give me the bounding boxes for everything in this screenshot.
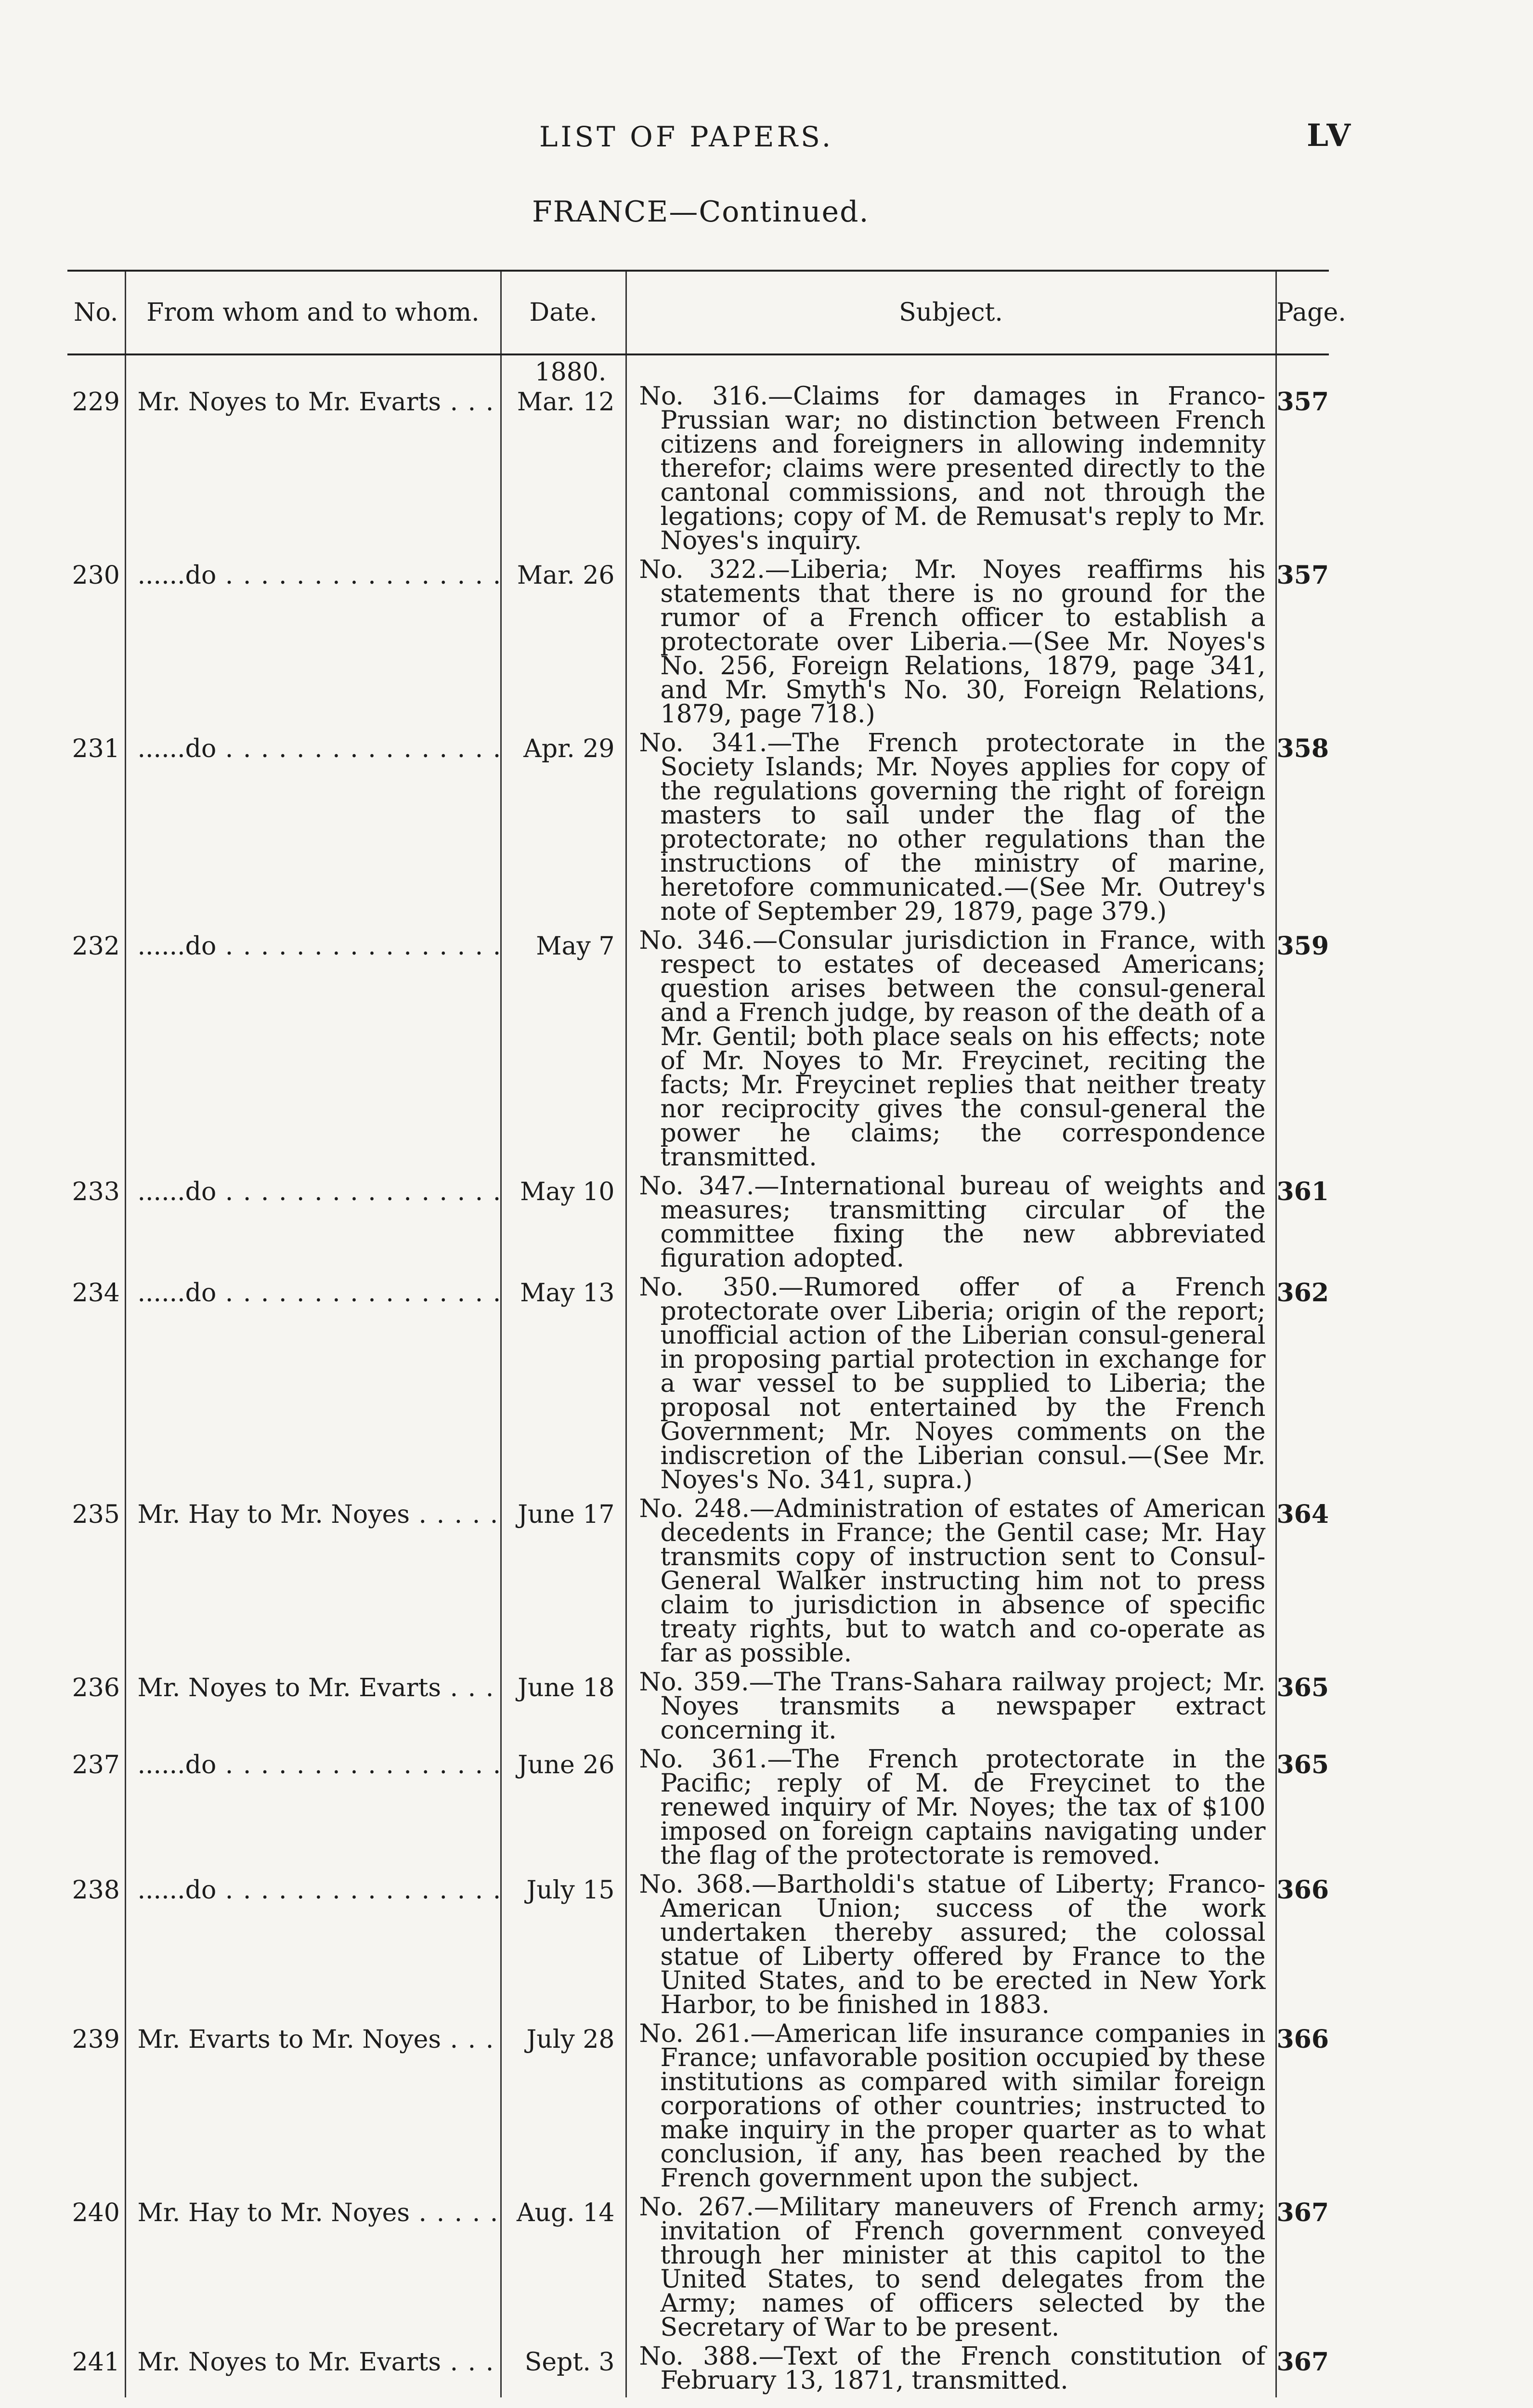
row-page [1276, 1747, 1329, 1868]
table-header-row [67, 271, 1329, 354]
papers-table [67, 270, 1346, 2397]
row-number-text: 229 [72, 388, 120, 417]
row-subject [626, 1172, 1276, 1273]
row-date [501, 558, 626, 726]
row-number-text: 240 [72, 2199, 120, 2227]
row-page-text: 366 [1276, 2025, 1329, 2054]
row-number [67, 558, 125, 726]
row-correspondents [125, 2195, 501, 2340]
table-row [67, 2195, 1329, 2340]
row-subject-text: No. 388.—Text of the French constitution of February 13, 1871, transmitted. [639, 2342, 1266, 2395]
row-correspondents-text: Mr. Noyes to Mr. Evarts . . . [138, 1674, 501, 1702]
row-subject-text: No. 346.—Consular jurisdiction in France, with respect to estates of deceased Americans; question arises between the consul-general and a French judge, by reason of the death of a Mr. Gentil; both place seals on his effects; note of Mr. Noyes to Mr. Freycinet, reciting the facts; Mr. Freycinet replies that neither treaty nor reciprocity gives the consul-general the power he claims; the correspondence transmitted. [639, 926, 1266, 1172]
row-page-text: 367 [1276, 2347, 1329, 2377]
row-date [501, 1174, 626, 1270]
row-correspondents [125, 558, 501, 726]
row-date-text: July 28 [526, 2025, 615, 2054]
row-number-text: 241 [72, 2348, 120, 2377]
row-date-text: July 15 [526, 1876, 615, 1905]
row-subject-text: No. 316.—Claims for damages in Franco-Prussian war; no distinction between French citizens and foreigners in allowing indemnity therefor; claims were presented directly to the cantonal commissions, and not through the legations; copy of M. de Remusat's reply to Mr. Noyes's inquiry. [639, 382, 1266, 555]
table-row [67, 1872, 1329, 2017]
row-subject [626, 1275, 1276, 1492]
row-date-text: May 13 [520, 1279, 615, 1308]
row-number-text: 234 [72, 1279, 120, 1308]
row-page [1276, 1275, 1329, 1492]
row-date-text: Mar. 26 [517, 561, 615, 590]
row-subject [626, 555, 1276, 729]
row-correspondents [125, 2022, 501, 2190]
row-subject [626, 1494, 1276, 1668]
row-subject-text: No. 368.—Bartholdi's statue of Liberty; Franco-American Union; success of the work undertaken thereby assured; the colossal statue of Liberty offered by France to the United States, and to be erected in New York Harbor, to be finished in 1883. [639, 1870, 1266, 2019]
table-row [67, 384, 1329, 553]
row-correspondents-text: ......do . . . [138, 1751, 501, 1780]
row-date [501, 384, 626, 553]
running-head [0, 120, 1533, 164]
row-page [1276, 1872, 1329, 2017]
row-date [501, 2022, 626, 2190]
row-subject [626, 384, 1276, 553]
row-page [1276, 929, 1329, 1169]
row-correspondents [125, 384, 501, 553]
column-header-no: No. [67, 271, 125, 354]
row-number [67, 1497, 125, 1665]
row-date [501, 2344, 626, 2393]
row-page [1276, 2344, 1329, 2393]
row-number-text: 230 [72, 561, 120, 590]
column-header-page: Page. [1276, 271, 1329, 354]
row-subject [626, 926, 1276, 1172]
row-number [67, 1670, 125, 1742]
row-number [67, 1872, 125, 2017]
row-correspondents-text: ......do . . . [138, 1876, 501, 1905]
row-correspondents [125, 2344, 501, 2393]
row-date [501, 1747, 626, 1868]
row-number [67, 2195, 125, 2340]
row-number-text: 238 [72, 1876, 120, 1905]
row-page [1276, 1670, 1329, 1742]
row-subject [626, 1872, 1276, 2017]
table-row [67, 929, 1329, 1169]
row-correspondents-text: Mr. Hay to Mr. Noyes . . . [138, 1500, 501, 1529]
row-correspondents [125, 1497, 501, 1665]
row-number-text: 231 [72, 734, 120, 763]
row-number [67, 929, 125, 1169]
row-page-text: 367 [1276, 2198, 1329, 2227]
row-date-text: June 18 [518, 1674, 615, 1702]
row-number [67, 731, 125, 924]
row-number [67, 384, 125, 553]
row-correspondents-text: Mr. Noyes to Mr. Evarts . . . [138, 2348, 501, 2377]
row-correspondents-text: Mr. Hay to Mr. Noyes . . . [138, 2199, 501, 2227]
row-number-text: 233 [72, 1178, 120, 1206]
row-number-text: 237 [72, 1751, 120, 1780]
row-date [501, 1497, 626, 1665]
table-row [67, 2344, 1329, 2393]
row-correspondents-text: ......do . . . [138, 734, 501, 763]
row-date-text: Sept. 3 [524, 2348, 615, 2377]
row-page [1276, 731, 1329, 924]
row-correspondents [125, 1872, 501, 2017]
row-date-text: Apr. 29 [523, 734, 615, 763]
row-number-text: 236 [72, 1674, 120, 1702]
list-title: LIST OF PAPERS. [539, 120, 834, 153]
row-subject [626, 1747, 1276, 1868]
row-page [1276, 2195, 1329, 2340]
row-correspondents-text: Mr. Evarts to Mr. Noyes . . . [138, 2025, 501, 2054]
row-number-text: 239 [72, 2025, 120, 2054]
row-number [67, 1275, 125, 1492]
row-subject-text: No. 347.—International bureau of weights and measures; transmitting circular of the committee fixing the new abbreviated figuration adopted. [639, 1172, 1266, 1273]
row-page-text: 358 [1276, 734, 1329, 763]
row-page-text: 359 [1276, 931, 1329, 961]
row-correspondents [125, 1670, 501, 1742]
year-row [67, 354, 1329, 384]
page-number: LV [1306, 118, 1352, 154]
row-correspondents [125, 1747, 501, 1868]
row-correspondents-text: Mr. Noyes to Mr. Evarts . . . [138, 388, 501, 417]
row-subject-text: No. 322.—Liberia; Mr. Noyes reaffirms his statements that there is no ground for the rumor of a French officer to establish a protectorate over Liberia.—(See Mr. Noyes's No. 256, Foreign Relations, 1879, page 341, and Mr. Smyth's No. 30, Foreign Relations, 1879, page 718.) [639, 555, 1266, 729]
row-subject [626, 1668, 1276, 1745]
row-date [501, 1872, 626, 2017]
row-date-text: Mar. 12 [517, 388, 615, 417]
row-date [501, 1670, 626, 1742]
section-title: FRANCE—Continued. [532, 195, 870, 229]
row-page-text: 361 [1276, 1177, 1329, 1206]
row-correspondents-text: ......do . . . [138, 1178, 501, 1206]
row-page-text: 357 [1276, 387, 1329, 417]
row-page [1276, 384, 1329, 553]
row-subject [626, 2019, 1276, 2193]
table-row [67, 1747, 1329, 1868]
row-date-text: June 26 [518, 1751, 615, 1780]
row-number [67, 1747, 125, 1868]
row-correspondents-text: ......do . . . [138, 561, 501, 590]
row-subject [626, 2195, 1276, 2340]
column-header-from: From whom and to whom. [125, 271, 501, 354]
row-page-text: 357 [1276, 561, 1329, 590]
row-correspondents-text: ......do . . . [138, 1279, 501, 1308]
row-page-text: 365 [1276, 1750, 1329, 1780]
row-subject-text: No. 261.—American life insurance companies in France; unfavorable position occupied by these institutions as compared with similar foreign corporations of other countries; instructed to make inquiry in the proper quarter as to what conclusion, if any, has been reached by the French government upon the subject. [639, 2019, 1266, 2193]
row-correspondents-text: ......do . . . [138, 932, 501, 961]
row-page-text: 364 [1276, 1500, 1329, 1529]
row-number [67, 1174, 125, 1270]
row-number-text: 235 [72, 1500, 120, 1529]
row-date [501, 1275, 626, 1492]
table-row [67, 1174, 1329, 1270]
row-number [67, 2344, 125, 2393]
row-page [1276, 558, 1329, 726]
row-subject-text: No. 350.—Rumored offer of a French protectorate over Liberia; origin of the report; unofficial action of the Liberian consul-general in proposing partial protection in exchange for a war vessel to be supplied to Liberia; the proposal not entertained by the French Government; Mr. Noyes comments on the indiscretion of the Liberian consul.—(See Mr. Noyes's No. 341, supra.) [639, 1273, 1266, 1494]
row-date-text: May 7 [536, 932, 615, 961]
row-page-text: 365 [1276, 1673, 1329, 1702]
table-row [67, 731, 1329, 924]
row-date-text: June 17 [518, 1500, 615, 1529]
row-date [501, 731, 626, 924]
row-date-text: May 10 [520, 1178, 615, 1206]
table-row [67, 1275, 1329, 1492]
column-header-subject: Subject. [626, 271, 1276, 354]
row-page [1276, 2022, 1329, 2190]
row-correspondents [125, 1174, 501, 1270]
table-row [67, 1670, 1329, 1742]
row-page [1276, 1497, 1329, 1665]
row-page [1276, 1174, 1329, 1270]
row-subject [626, 2344, 1276, 2393]
row-subject-text: No. 248.—Administration of estates of American decedents in France; the Gentil case; Mr. Hay transmits copy of instruction sent to Consul-General Walker instructing him not to press claim to jurisdiction in absence of specific treaty rights, but to watch and co-operate as far as possible. [639, 1494, 1266, 1668]
row-date [501, 929, 626, 1169]
row-subject [626, 731, 1276, 924]
row-correspondents [125, 731, 501, 924]
table-row [67, 558, 1329, 726]
row-subject-text: No. 267.—Military maneuvers of French army; invitation of French government conveyed through her minister at this capitol to the United States, to send delegates from the Army; names of officers selected by the Secretary of War to be present. [639, 2193, 1266, 2342]
row-date [501, 2195, 626, 2340]
table-body [67, 354, 1329, 2397]
row-subject-text: No. 361.—The French protectorate in the Pacific; reply of M. de Freycinet to the renewed inquiry of Mr. Noyes; the tax of $100 imposed on foreign captains navigating under the flag of the protectorate is removed. [639, 1745, 1266, 1870]
row-correspondents [125, 929, 501, 1169]
table-row [67, 1497, 1329, 1665]
row-date-text: Aug. 14 [516, 2199, 615, 2227]
row-subject-text: No. 341.—The French protectorate in the Society Islands; Mr. Noyes applies for copy of the regulations governing the right of foreign masters to sail under the flag of the protectorate; no other regulations than the instructions of the ministry of marine, heretofore communicated.—(See Mr. Outrey's note of September 29, 1879, page 379.) [639, 729, 1266, 926]
row-page-text: 362 [1276, 1278, 1329, 1308]
row-subject-text: No. 359.—The Trans-Sahara railway project; Mr. Noyes transmits a newspaper extract concerning it. [639, 1668, 1266, 1745]
row-number-text: 232 [72, 932, 120, 961]
year-label: 1880. [534, 358, 607, 387]
row-number [67, 2022, 125, 2190]
row-correspondents [125, 1275, 501, 1492]
row-page-text: 366 [1276, 1875, 1329, 1905]
column-header-date: Date. [501, 271, 626, 354]
table-row [67, 2022, 1329, 2190]
